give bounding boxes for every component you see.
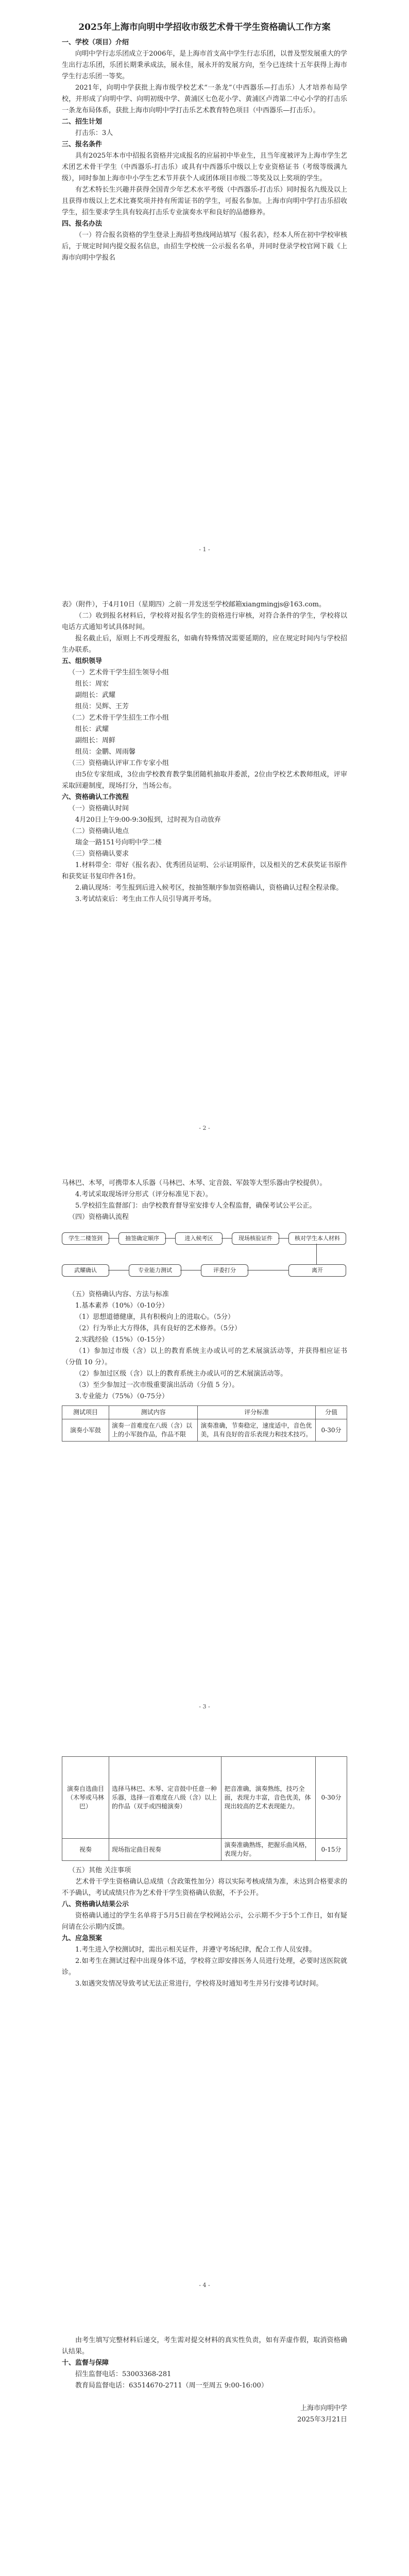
criteria-2b: （2）参加过区级（含）以上的教育系统主办或认可的艺术展演活动等。	[75, 1370, 287, 1378]
table-header: 测试内容	[109, 1406, 198, 1419]
leadership-line-3: 组员：吴辉、王芳	[75, 703, 129, 710]
section-1-heading: 一、学校（项目）介绍	[62, 39, 129, 46]
table-header: 分值	[316, 1406, 347, 1419]
working-line-3: 组员：金鹏、周雨馨	[75, 748, 136, 756]
page-2-content	[62, 599, 347, 905]
section-6-heading: 六、资格确认工作流程	[62, 793, 129, 801]
working-line-2: 副组长：周鲜	[75, 737, 116, 744]
page-3-content	[62, 1178, 347, 1442]
requirement-3: 3.考试结束后：考生由工作人员引导离开考场。	[75, 895, 216, 903]
page-3	[0, 1157, 409, 1736]
table-row	[62, 1419, 347, 1442]
supervision-phone: 招生监督电话：53003368-281	[75, 2370, 172, 2378]
flow-arrow	[221, 1238, 232, 1239]
scoring-table-continued	[62, 1756, 347, 1861]
page-number: - 3 -	[199, 1703, 210, 1710]
requirement-5: 5.学校招生监督部门：由学校教育督导室安排专人全程监督，确保考试公平公正。	[75, 1202, 316, 1210]
flow-step-1: 学生二楼签到	[62, 1232, 109, 1245]
document-title: 2025年上海市向明中学招收市级艺术骨干学生资格确认工作方案	[78, 22, 331, 32]
section-9-paragraph-1: 1.考生进入学校测试时，需出示相关证件，并遵守考场纪律，配合工作人员安排。	[75, 1946, 316, 1954]
page-number: - 4 -	[199, 2282, 210, 2289]
leadership-line-2: 副组长：武耀	[75, 691, 116, 699]
criteria-2a: （1）参加过市级（含）以上的教育系统主办或认可的艺术展演活动等，并获得相应证书（分值 10 分）。	[62, 1347, 347, 1366]
flow-step-3: 进入候考区	[175, 1232, 223, 1245]
section-9-continued: 由考生填写完整材料后递交，考生需对提交材料的真实性负责，如有弄虚作假，取消资格确认结果。	[62, 2336, 347, 2355]
table-cell: 演奏一首难度在八级（含）以上的小军鼓作品，作品不限	[109, 1419, 198, 1442]
flow-step-9: 离开	[288, 1264, 346, 1277]
page-number: - 1 -	[199, 546, 210, 553]
signature-date: 2025年3月21日	[297, 2416, 347, 2424]
page-4	[0, 1736, 409, 2314]
table-row	[62, 1757, 347, 1839]
section-5-heading: 五、组织领导	[62, 657, 103, 665]
section-8-heading: 八、资格确认结果公示	[62, 1901, 129, 1908]
leadership-group-heading: （一）艺术骨干学生招生领导小组	[69, 669, 169, 676]
section-4-paragraph-1: （一）符合报名资格的学生登录上海招考热线网站填写《报名表》，经本人所在初中学校审核后，于规定时间内提交报名信息，由招生学校统一公示报名名单，并同时登录学校官网下载《上海市向明中学报名	[62, 231, 347, 262]
location-paragraph: 瑞金一路151号向明中学二楼	[75, 839, 162, 846]
table-cell: 选择马林巴、木琴、定音鼓中任意一种乐器，选择一首难度在八级（含）以上的作品（双手或四槌演奏）	[109, 1757, 221, 1839]
section-1-paragraph-1: 向明中学行志乐团成立于2006年，是上海市首支高中学生行志乐团，以普及型发展重大的学生出行志乐团，乐团长期秉承成法，展永佳，展永开的发展方向，至今已连续十五年获得上海市学生行志乐团一等奖。	[62, 50, 347, 80]
criteria-3: 3.专业能力（75%）（0-75分）	[75, 1393, 169, 1400]
criteria-1a: （1）思想道德健康，具有积极向上的进取心。（5分）	[75, 1313, 235, 1321]
table-cell: 把音准确，演奏熟练，技巧全面，表现力丰富，音色优美，体现出较高的艺术表现能力。	[221, 1757, 316, 1839]
table-cell: 演奏准确熟练，把握乐曲风格，表现力好。	[221, 1839, 316, 1861]
page-1-content	[62, 21, 347, 264]
flow-connector	[316, 1244, 317, 1264]
table-cell: 视奏	[62, 1839, 109, 1861]
flow-step-2: 抽签确定顺序	[118, 1232, 166, 1245]
flow-step-5: 核对学生本人材料	[288, 1232, 346, 1245]
signature-school: 上海市向明中学	[300, 2404, 347, 2412]
scoring-table	[62, 1405, 347, 1442]
table-cell: 演奏自选曲目（木琴或马林巴）	[62, 1757, 109, 1839]
table-header: 测试项目	[62, 1406, 109, 1419]
flow-step-6: 武耀确认	[62, 1264, 109, 1277]
leadership-line-1: 组长：周宏	[75, 680, 109, 688]
flow-arrow	[165, 1238, 175, 1239]
table-header: 评分标准	[198, 1406, 316, 1419]
table-row	[62, 1839, 347, 1861]
page-4-content	[62, 1756, 347, 1990]
flow-step-4: 现场核验证件	[232, 1232, 279, 1245]
section-4-continued: 表》（附件），于4月10日（星期四）之前一并发送至学校邮箱xiangmingjs@163.com。	[62, 601, 326, 608]
section-9-heading: 九、应急预案	[62, 1935, 103, 1942]
expert-group-paragraph: 由5位专家组成，3位由学校教育教学集团随机抽取并委派，2位由学校艺术教师组成，评审采取回避制度，现场打分，当场公布。	[62, 771, 347, 790]
section-2-heading: 二、招生计划	[62, 118, 103, 126]
table-cell: 现场指定曲目视奏	[109, 1839, 221, 1861]
table-cell: 0-30分	[316, 1419, 347, 1442]
process-flowchart	[62, 1225, 347, 1287]
flow-arrow	[108, 1238, 118, 1239]
location-heading: （二）资格确认地点	[69, 827, 129, 835]
page-2	[0, 579, 409, 1157]
page-5-content	[62, 2335, 347, 2426]
criteria-2: 2.实践经验（15%）（0-15分）	[75, 1336, 169, 1344]
section-1-paragraph-2: 2021年，向明中学获批上海市级学校艺术“一条龙”（中西器乐—打击乐）人才培养布局学校，并形成了向明中学、向明初级中学、黄浦区七色花小学、黄浦区卢湾第二中心小学的打击乐一条龙布局体系，获批上海市向明中学打击乐艺术教育特色项目（中西器乐—打击乐）。	[62, 84, 347, 114]
time-paragraph: 4月20日上午9:00-9:30报到，过时视为自动放弃	[75, 816, 221, 824]
section-4-paragraph-2: （二）收到报名材料后，学校将对报名学生的资格进行审核，对符合条件的学生，学校将以电话方式通知考试具体时间。	[62, 612, 347, 631]
requirement-2: 2.确认现场：考生报到后进入候考区，按抽签顺序参加资格确认，资格确认过程全程录像。	[75, 884, 343, 892]
table-header-row	[62, 1406, 347, 1419]
section-9-paragraph-2: 2.如考生在测试过程中出现身体不适，学校将立即安排医务人员进行处理，必要时送医院就诊。	[62, 1957, 347, 1976]
page-1	[0, 0, 409, 579]
bureau-phone: 教育局监督电话：63514670-2711（周一至周五 9:00-16:00）	[75, 2382, 268, 2389]
section-3-heading: 三、报名条件	[62, 141, 103, 148]
flow-step-8: 评委打分	[201, 1264, 248, 1277]
other-note: （五）其他 关注事项	[69, 1867, 131, 1874]
flow-heading: （四）资格确认流程	[69, 1213, 129, 1221]
requirement-1: 1.材料带全：带好《报名表》、优秀团员证明、公示证明原件，以及相关的艺术获奖证书原件和获奖证书复印件各1份。	[62, 861, 347, 880]
requirement-continued: 马林巴、木琴，可携带本人乐器（马林巴、木琴、定音鼓、军鼓等大型乐器由学校提供）。	[62, 1179, 327, 1187]
requirement-4: 4.考试采取现场评分形式（评分标准见下表）。	[75, 1191, 212, 1198]
criteria-2c: （3）至少参加过一次市级重要演出活动（分值 5 分）。	[75, 1381, 239, 1389]
section-4-paragraph-3: 报名截止后，原则上不再受理报名，如确有特殊情况需要延期的，应在规定时间内与学校招生办联系。	[62, 635, 347, 654]
flow-arrow	[278, 1238, 288, 1239]
working-group-heading: （二）艺术骨干学生招生工作小组	[69, 714, 169, 722]
table-cell: 演奏准确，节奏稳定，速度适中，音色优美，具有良好的音乐表现力和技术技巧。	[198, 1419, 316, 1442]
section-3-paragraph-1: 具有2025年本市中招报名资格并完成报名的应届初中毕业生，且当年度被评为上海市学生艺术团艺术骨干学生（中西器乐-打击乐）或具有中西器乐中级以上专业资格证书（考级等级满九级），同时参加上海市中小学生艺术节并获个人或团体项目市级二等奖及以上奖项的学生。	[62, 152, 347, 182]
section-4-heading: 四、报名办法	[62, 220, 103, 228]
section-9-paragraph-3: 3.如遇突发情况导致考试无法正常进行，学校将及时通知考生并另行安排考试时间。	[75, 1980, 323, 1988]
criteria-heading: （五）资格确认内容、方法与标准	[69, 1291, 169, 1298]
time-heading: （一）资格确认时间	[69, 805, 129, 812]
section-8-paragraph: 资格确认通过的学生名单将于5月5日前在学校网站公示，公示期不少于5个工作日，如有疑问请在公示期内反馈。	[62, 1912, 347, 1931]
criteria-1b: （2）行为举止大方得体，具有良好的艺术修养。（5分）	[75, 1325, 242, 1332]
criteria-1: 1.基本素养（10%）（0-10分）	[75, 1302, 169, 1310]
flow-step-7: 专业能力测试	[129, 1264, 181, 1277]
requirements-heading: （三）资格确认要求	[69, 850, 129, 858]
working-line-1: 组长：武耀	[75, 725, 109, 733]
section-3-paragraph-2: 有艺术特长生兴趣并获得全国青少年艺术水平考级（中西器乐-打击乐）同时报名九级及以上且获得市级以上艺术比赛奖项并持有所需证书的学生，可报名参加。上海市向明中学打击乐招收学生，招生要求学生具有较高打击乐专业演奏水平和良好的品德修养。	[62, 186, 347, 216]
expert-group-heading: （三）资格确认评审工作专家小组	[69, 759, 169, 767]
table-cell: 演奏小军鼓	[62, 1419, 109, 1442]
section-2-item: 打击乐：3人	[75, 129, 113, 137]
table-cell: 0-15分	[316, 1839, 347, 1861]
section-7-paragraph: 艺术骨干学生资格确认总成绩（含政策性加分）将以实际考核成绩为准，未达到合格要求的不予确认，考试成绩只作为艺术骨干学生资格确认依据，不予公开。	[62, 1878, 347, 1897]
page-number: - 2 -	[199, 1125, 210, 1131]
page-5	[0, 2314, 409, 2576]
section-10-heading: 十、监督与保障	[62, 2359, 109, 2367]
table-cell: 0-30分	[316, 1757, 347, 1839]
